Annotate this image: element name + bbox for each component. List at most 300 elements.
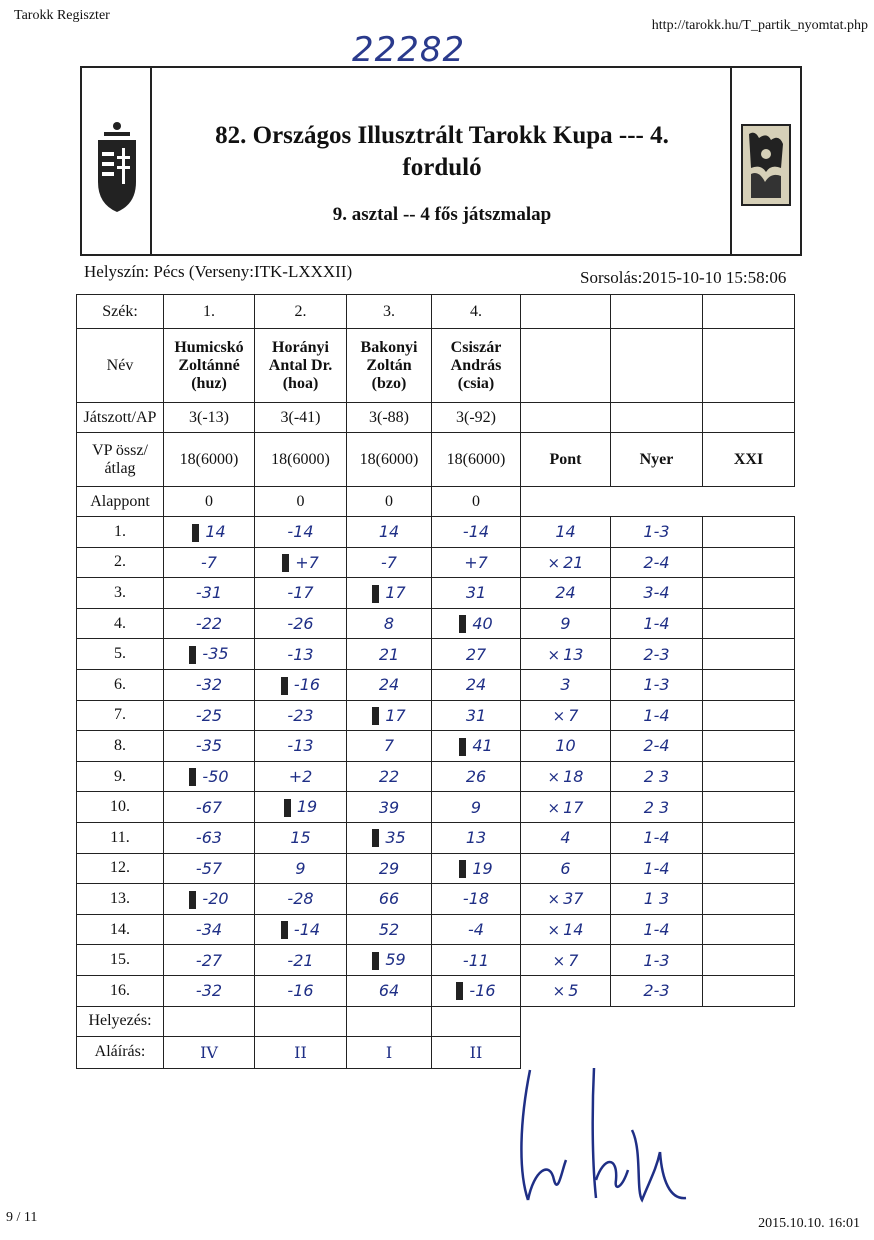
round-row [77,975,795,1006]
round-number: 5. [77,639,164,670]
empty-cell [521,403,611,433]
score-value: -14 [287,522,314,542]
round-score [164,731,255,762]
round-score [432,914,521,945]
seat-2: 2. [255,295,347,329]
pont-value: 10 [555,736,576,756]
round-score [164,700,255,731]
card-panel [730,68,800,254]
score-value: 7 [383,736,395,756]
pont-value: 6 [560,858,571,878]
round-score [432,884,521,915]
round-score [347,578,432,609]
score-value: 66 [378,889,400,909]
round-pont [521,792,611,823]
empty-cell [703,329,795,403]
x-mark: × [547,645,561,664]
round-rows [77,517,795,1007]
round-nyer: 1 3 [611,884,703,915]
round-number: 14. [77,914,164,945]
base-label: Alappont [77,487,164,517]
score-value: 17 [385,705,406,725]
round-number: 7. [77,700,164,731]
score-value: -14 [462,522,490,542]
round-score [347,884,432,915]
score-value: -14 [293,919,321,939]
round-row [77,945,795,976]
round-score [164,822,255,853]
empty-cell [703,403,795,433]
round-nyer: 2 3 [611,792,703,823]
round-number: 13. [77,884,164,915]
round-pont [521,700,611,731]
placing-3 [347,1006,432,1036]
player-name-4: Csiszár András (csia) [432,329,521,403]
round-nyer: 1-4 [611,822,703,853]
round-nyer: 2-3 [611,975,703,1006]
rank-4: II [432,1036,521,1068]
pont-value: 13 [563,644,584,664]
rank-3: I [347,1036,432,1068]
empty-cell [611,295,703,329]
page-counter: 9 / 11 [6,1210,38,1225]
declarer-marker [189,768,196,786]
round-score [255,761,347,792]
round-row [77,761,795,792]
round-nyer: 1-4 [611,700,703,731]
declarer-marker [281,677,288,695]
declarer-marker [189,891,196,909]
x-mark: × [547,768,561,787]
round-score [347,914,432,945]
round-row [77,547,795,578]
round-score [432,792,521,823]
round-row [77,700,795,731]
round-xxi [703,547,795,578]
round-score [432,669,521,700]
score-table [76,294,795,1069]
player-name-3: Bakonyi Zoltán (bzo) [347,329,432,403]
score-value: 14 [378,522,400,542]
x-mark: × [547,798,561,817]
round-score [432,578,521,609]
declarer-marker [372,707,379,725]
player-name-1: Humicskó Zoltánné (huz) [164,329,255,403]
score-value: -63 [195,828,223,848]
round-score [432,517,521,548]
score-value: +2 [288,767,313,787]
score-value: 59 [385,950,406,970]
handwritten-signature [510,1060,700,1210]
round-row [77,517,795,548]
played-label: Játszott/AP [77,403,164,433]
round-nyer: 2-4 [611,731,703,762]
round-number: 8. [77,731,164,762]
base-1: 0 [164,487,255,517]
round-score [347,639,432,670]
empty-cell [521,295,611,329]
round-row [77,669,795,700]
round-pont [521,945,611,976]
seat-label: Szék: [77,295,164,329]
score-value: -57 [195,858,223,878]
round-xxi [703,975,795,1006]
header-url: http://tarokk.hu/T_partik_nyomtat.php [651,18,868,33]
round-score [255,853,347,884]
score-value: -16 [469,980,496,1000]
empty-cell [703,295,795,329]
round-score [164,608,255,639]
round-nyer: 2-3 [611,639,703,670]
declarer-marker [372,829,379,847]
score-value: -35 [202,644,229,664]
seat-row [77,295,795,329]
round-pont [521,884,611,915]
placing-4 [432,1006,521,1036]
score-value: 19 [472,858,493,878]
played-3: 3(-88) [347,403,432,433]
score-value: 35 [385,827,406,847]
score-value: -18 [462,889,490,909]
round-pont [521,608,611,639]
round-score [255,700,347,731]
score-value: 41 [472,736,493,756]
declarer-marker [459,615,466,633]
round-number: 2. [77,547,164,578]
round-xxi [703,639,795,670]
round-score [255,639,347,670]
pont-value: 21 [563,552,584,572]
round-score [255,945,347,976]
round-pont [521,975,611,1006]
base-3: 0 [347,487,432,517]
round-number: 10. [77,792,164,823]
round-number: 4. [77,608,164,639]
round-score [164,547,255,578]
played-4: 3(-92) [432,403,521,433]
round-xxi [703,884,795,915]
round-xxi [703,853,795,884]
round-score [432,853,521,884]
score-value: -13 [287,736,314,756]
pont-value: 18 [563,767,584,787]
round-score [347,975,432,1006]
placing-label: Helyezés: [77,1006,164,1036]
round-pont [521,731,611,762]
round-score [164,517,255,548]
score-value: -31 [195,583,223,603]
rank-2: II [255,1036,347,1068]
declarer-marker [189,646,196,664]
round-xxi [703,761,795,792]
round-score [164,792,255,823]
round-nyer: 1-4 [611,853,703,884]
round-pont [521,669,611,700]
round-score [164,975,255,1006]
placing-row [77,1006,795,1036]
round-xxi [703,914,795,945]
round-score [255,822,347,853]
seat-1: 1. [164,295,255,329]
declarer-marker [372,952,379,970]
pont-value: 17 [563,797,584,817]
empty-cell [521,1006,795,1036]
round-score [255,578,347,609]
round-score [255,731,347,762]
base-row [77,487,795,517]
round-row [77,578,795,609]
round-score [164,853,255,884]
round-xxi [703,731,795,762]
pont-value: 37 [563,889,584,909]
pont-value: 5 [568,981,579,1001]
coat-of-arms-panel [82,68,152,254]
round-nyer: 2 3 [611,761,703,792]
round-row [77,914,795,945]
signature-label: Aláírás: [77,1036,164,1068]
score-value: 24 [465,675,487,695]
round-score [255,547,347,578]
base-2: 0 [255,487,347,517]
round-score [164,669,255,700]
score-value: -27 [195,950,223,970]
score-value: 39 [378,797,400,817]
empty-cell [521,329,611,403]
score-value: 9 [295,858,306,878]
declarer-marker [459,860,466,878]
draw-timestamp: Sorsolás:2015-10-10 15:58:06 [580,268,787,287]
round-score [347,608,432,639]
x-mark: × [547,921,561,940]
declarer-marker [281,921,288,939]
declarer-marker [459,738,466,756]
round-pont [521,822,611,853]
round-nyer: 2-4 [611,547,703,578]
round-number: 6. [77,669,164,700]
score-value: 13 [465,828,487,848]
score-value: -4 [468,920,484,940]
score-value: 27 [465,644,487,664]
round-score [164,639,255,670]
round-nyer: 1-3 [611,669,703,700]
seat-4: 4. [432,295,521,329]
round-score [164,578,255,609]
round-score [432,608,521,639]
placing-1 [164,1006,255,1036]
coat-of-arms-icon [84,96,150,226]
base-4: 0 [432,487,521,517]
round-score [255,792,347,823]
empty-cell [611,329,703,403]
handwritten-sheet-number: 22282 [352,30,466,70]
round-number: 9. [77,761,164,792]
round-number: 1. [77,517,164,548]
score-value: -25 [195,705,223,725]
header-site-name: Tarokk Regiszter [14,8,110,23]
score-value: 9 [470,797,482,817]
round-row [77,792,795,823]
round-xxi [703,822,795,853]
round-score [255,914,347,945]
score-value: -11 [462,950,490,970]
round-row [77,731,795,762]
xxi-header: XXI [703,433,795,487]
score-value: -32 [195,675,223,695]
round-score [255,975,347,1006]
score-value: 24 [378,675,400,695]
round-pont [521,547,611,578]
score-value: 15 [290,828,311,848]
score-value: -20 [202,889,229,909]
round-xxi [703,700,795,731]
score-value: -32 [195,981,223,1001]
played-row [77,403,795,433]
round-score [432,975,521,1006]
played-1: 3(-13) [164,403,255,433]
round-row [77,853,795,884]
page-subtitle: 9. asztal -- 4 fős játszmalap [332,204,552,225]
round-score [347,822,432,853]
score-value: -21 [287,950,314,970]
score-value: 21 [378,644,400,664]
rank-1: IV [164,1036,255,1068]
declarer-marker [372,585,379,603]
declarer-marker [456,982,463,1000]
round-row [77,608,795,639]
round-score [432,639,521,670]
round-number: 3. [77,578,164,609]
round-row [77,884,795,915]
round-score [347,731,432,762]
score-value: 52 [378,920,400,940]
round-nyer: 1-3 [611,517,703,548]
pont-value: 4 [560,828,571,848]
round-score [347,517,432,548]
round-score [347,792,432,823]
tarot-card-icon [741,124,791,206]
round-xxi [703,945,795,976]
vp-row [77,433,795,487]
vp-3: 18(6000) [347,433,432,487]
round-score [164,914,255,945]
score-value: 19 [296,797,318,817]
round-number: 12. [77,853,164,884]
score-value: 64 [378,981,400,1001]
title-box [80,66,802,256]
played-2: 3(-41) [255,403,347,433]
score-value: 31 [465,705,487,725]
score-value: -13 [287,644,314,664]
round-score [255,608,347,639]
vp-2: 18(6000) [255,433,347,487]
score-value: 22 [378,767,400,787]
score-value: 8 [383,614,395,634]
pont-value: 14 [563,920,584,940]
nyer-header: Nyer [611,433,703,487]
score-value: -34 [195,920,223,940]
round-row [77,639,795,670]
round-score [255,669,347,700]
pont-value: 7 [568,705,579,725]
score-value: -23 [287,705,314,725]
round-score [164,761,255,792]
round-xxi [703,669,795,700]
round-xxi [703,792,795,823]
round-number: 16. [77,975,164,1006]
declarer-marker [192,524,199,542]
vp-label: VP össz/átlag [77,433,164,487]
name-row [77,329,795,403]
score-value: 31 [465,583,487,603]
score-value: -17 [287,583,314,603]
score-value: 40 [472,613,493,633]
declarer-marker [284,799,291,817]
score-value: 26 [465,767,487,787]
round-pont [521,517,611,548]
round-xxi [703,578,795,609]
score-value: +7 [464,552,488,572]
pont-value: 14 [555,522,576,542]
score-value: -7 [381,552,397,572]
x-mark: × [552,982,566,1001]
vp-1: 18(6000) [164,433,255,487]
round-score [432,822,521,853]
score-value: -50 [202,766,229,786]
score-value: -16 [287,981,314,1001]
round-score [255,884,347,915]
round-number: 11. [77,822,164,853]
round-score [164,945,255,976]
x-mark: × [552,706,566,725]
round-score [347,700,432,731]
placing-2 [255,1006,347,1036]
score-value: -28 [287,889,314,909]
round-row [77,822,795,853]
vp-4: 18(6000) [432,433,521,487]
empty-cell [611,403,703,433]
pont-value: 24 [555,583,576,603]
round-pont [521,914,611,945]
pont-header: Pont [521,433,611,487]
round-xxi [703,608,795,639]
round-pont [521,639,611,670]
round-score [347,547,432,578]
round-score [347,669,432,700]
pont-value: 7 [568,950,579,970]
round-score [347,945,432,976]
score-value: -7 [201,552,217,572]
score-value: -67 [195,797,223,817]
score-value: -26 [287,614,314,634]
round-score [164,884,255,915]
x-mark: × [547,553,561,572]
round-score [347,761,432,792]
round-nyer: 1-3 [611,945,703,976]
seat-3: 3. [347,295,432,329]
score-value: -16 [293,675,321,695]
round-pont [521,761,611,792]
round-pont [521,578,611,609]
round-number: 15. [77,945,164,976]
x-mark: × [547,890,561,909]
score-value: 14 [205,522,226,542]
score-value: 29 [378,858,400,878]
round-nyer: 1-4 [611,608,703,639]
score-value: -22 [195,614,223,634]
pont-value: 3 [560,675,571,695]
print-date: 2015.10.10. 16:01 [758,1216,860,1231]
round-xxi [703,517,795,548]
